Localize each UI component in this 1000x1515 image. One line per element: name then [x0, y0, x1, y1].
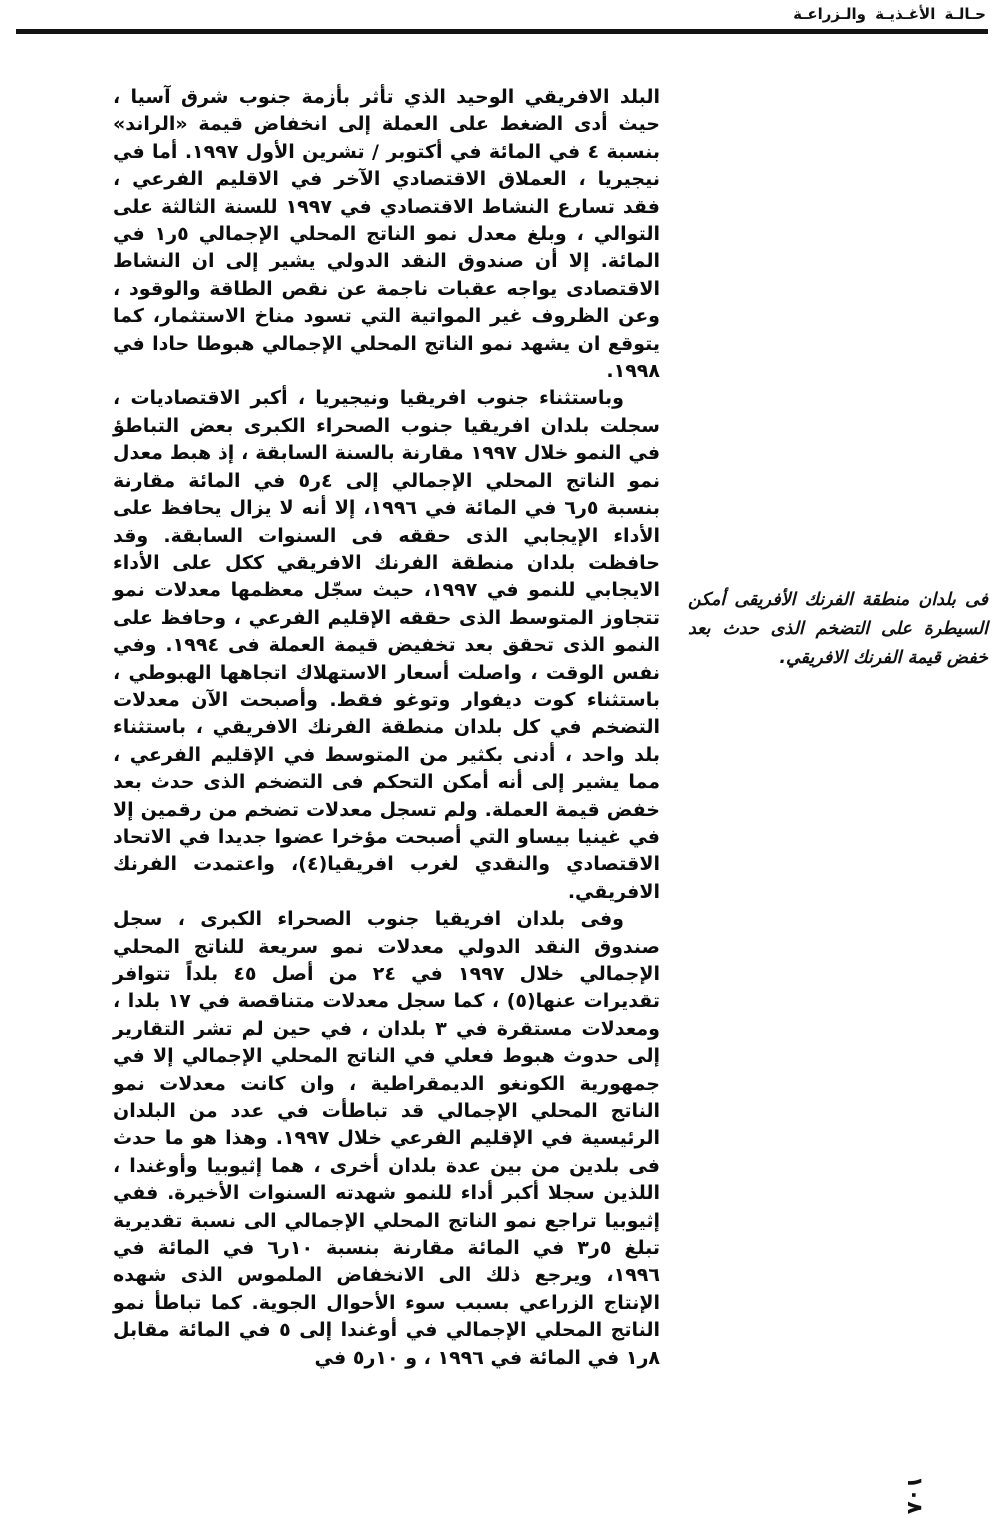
paragraph-2: وباستثناء جنوب افريقيا ونيجيريا ، أكبر الاقتصاديات ، سجلت بلدان افريقيا جنوب الصحراء الكبرى بعض التباطؤ في النمو خلال ١٩٩٧ مقارنة بالسنة السابقة ، إذ هبط معدل نمو الناتج المحلي الإجمالي إلى ٤ر٥ في المائة مقارنة بنسبة ٥ر٦ في المائة في ١٩٩٦، إلا أنه لا يزال يحافظ على الأداء الإيجابي الذى حققه فى السنوات السابقة. وقد حافظت بلدان منطقة الفرنك الافريقي ككل على الأداء الايجابي للنمو في ١٩٩٧، حيث سجّل معظمها معدلات نمو تتجاوز المتوسط الذى حققه الإقليم الفرعي ، وحافظ على النمو الذى تحقق بعد تخفيض قيمة العملة فى ١٩٩٤. وفي نفس الوقت ، واصلت أسعار الاستهلاك اتجاهها الهبوطي ، باستثناء كوت ديفوار وتوغو فقط. وأصبحت الآن معدلات التضخم في كل بلدان منطقة الفرنك الافريقي ، باستثناء بلد واحد ، أدنى بكثير من المتوسط في الإقليم الفرعي ، مما يشير إلى أنه أمكن التحكم فى التضخم الذى حدث بعد خفض قيمة العملة. ولم تسجل معدلات تضخم من رقمين إلا في غينيا بيساو التي أصبحت مؤخرا عضوا جديدا في الاتحاد الاقتصادي والنقدي لغرب افريقيا(٤)، واعتمدت الفرنك الافريقي. — [113, 387, 661, 903]
page-number: ١٠٨ — [902, 1475, 927, 1515]
main-text-column — [113, 84, 660, 1372]
header-divider-rule — [16, 29, 988, 34]
margin-note: فى بلدان منطقة الفرنك الأفريقى أمكن السيطرة على التضخم الذى حدث بعد خفض قيمة الفرنك الافريقي. — [688, 590, 988, 668]
running-header-title: حـالـة الأغـذيـة والـزراعـة — [793, 5, 986, 23]
paragraph-3: وفى بلدان افريقيا جنوب الصحراء الكبرى ، سجل صندوق النقد الدولي معدلات نمو سريعة للناتج المحلي الإجمالي خلال ١٩٩٧ في ٢٤ من أصل ٤٥ بلداً تتوافر تقديرات عنها(٥) ، كما سجل معدلات متناقصة في ١٧ بلدا ، ومعدلات مستقرة في ٣ بلدان ، في حين لم تشر التقارير إلى حدوث هبوط فعلي في الناتج المحلي الإجمالي إلا في جمهورية الكونغو الديمقراطية ، وان كانت معدلات نمو الناتج المحلي الإجمالي قد تباطأت في عدد من البلدان الرئيسية في الإقليم الفرعي خلال ١٩٩٧. وهذا هو ما حدث فى بلدين من بين عدة بلدان أخرى ، هما إثيوبيا وأوغندا ، اللذين سجلا أكبر أداء للنمو شهدته السنوات الأخيرة. ففي إثيوبيا تراجع نمو الناتج المحلي الإجمالي الى نسبة تقديرية تبلغ ٥ر٣ في المائة مقارنة بنسبة ١٠ر٦ في المائة في ١٩٩٦، ويرجع ذلك الى الانخفاض الملموس الذى شهده الإنتاج الزراعي بسبب سوء الأحوال الجوية. كما تباطأ نمو الناتج المحلي الإجمالي في أوغندا إلى ٥ في المائة مقابل ٨ر١ في المائة في ١٩٩٦ ، و ١٠ر٥ في — [113, 908, 660, 1369]
paragraph-1: البلد الافريقي الوحيد الذي تأثر بأزمة جنوب شرق آسيا ، حيث أدى الضغط على العملة إلى انخفاض قيمة «الراند» بنسبة ٤ في المائة في أكتوبر / تشرين الأول ١٩٩٧. أما في نيجيريا ، العملاق الاقتصادي الآخر في الاقليم الفرعي ، فقد تسارع النشاط الاقتصادي في ١٩٩٧ للسنة الثالثة على التوالي ، وبلغ معدل نمو الناتج المحلي الإجمالي ٥ر١ في المائة. إلا أن صندوق النقد الدولي يشير إلى ان النشاط الاقتصادى يواجه عقبات ناجمة عن نقص الطاقة والوقود ، وعن الظروف غير المواتية التي تسود مناخ الاستثمار، كما يتوقع ان يشهد نمو الناتج المحلي الإجمالي هبوطا حادا في ١٩٩٨. — [113, 86, 660, 383]
